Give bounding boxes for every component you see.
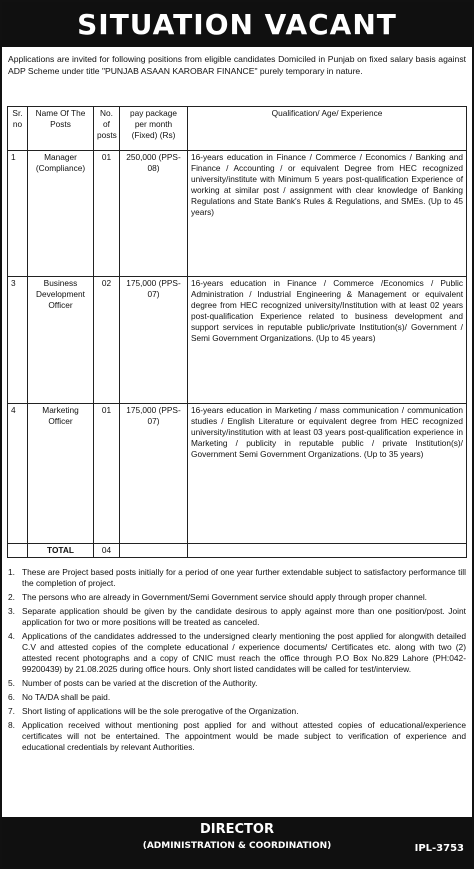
note-text: No TA/DA shall be paid.: [22, 692, 111, 702]
table-row: [8, 151, 467, 277]
note-text: Number of posts can be varied at the discretion of the Authority.: [22, 678, 258, 688]
header-sr: Sr. no: [8, 107, 28, 151]
note-text: These are Project based posts initially for a period of one year further extendable subject to satisfactory performance till the completion of project.: [22, 567, 466, 588]
table-total-row: [8, 544, 467, 558]
list-item: [8, 631, 466, 675]
header-pay: pay package per month (Fixed) (Rs): [120, 107, 188, 151]
row-sr: 4: [8, 404, 28, 544]
row-qualification: 16-years education in Marketing / mass communication / communication studies / English Literature or equivalent degree from HEC recognized university/institution with at least 03 years post-qualification experience in Marketing / publicity in reputable public / private Institution(s)/ Government Semi Government Organizations. (Up to 35 years): [188, 404, 467, 544]
note-number: 1.: [8, 567, 15, 577]
intro-paragraph: Applications are invited for following positions from eligible candidates Domiciled in Punjab on fixed salary basis against ADP Scheme under title "PUNJAB ASAAN KAROBAR FINANCE" purely temporary in nature.: [8, 54, 466, 76]
table-header-row: [8, 107, 467, 151]
table-row: [8, 277, 467, 404]
table-row: [8, 404, 467, 544]
note-text: Application received without mentioning post applied for and without attested copies of educational/experience certificates will not be entertained. The appointment would be made subject to verification of experience and educational credentials by relevant Authorities.: [22, 720, 466, 752]
row-posts-count: 01: [94, 151, 120, 277]
note-number: 4.: [8, 631, 15, 641]
list-item: [8, 606, 466, 628]
row-pay: 175,000 (PPS-07): [120, 404, 188, 544]
row-post-name: Business Development Officer: [28, 277, 94, 404]
notes-list: [8, 567, 466, 756]
note-number: 5.: [8, 678, 15, 688]
list-item: [8, 720, 466, 753]
row-posts-count: 01: [94, 404, 120, 544]
list-item: [8, 592, 466, 603]
director-title: DIRECTOR: [200, 822, 274, 837]
total-label: TOTAL: [28, 544, 94, 558]
note-number: 7.: [8, 706, 15, 716]
header-name: Name Of The Posts: [28, 107, 94, 151]
total-posts: 04: [94, 544, 120, 558]
row-qualification: 16-years education in Finance / Commerce /Economics / Public Administration / Industrial Engineering & Management or equivalent degree from HEC recognized university/Institution with at least 02 years post-qualification Experience related to business development and support services in reputable public/private Institution(s)/ Government / Semi Government Organizations. (Up to 45 years): [188, 277, 467, 404]
row-sr: 3: [8, 277, 28, 404]
posts-table: [7, 106, 467, 558]
note-text: Applications of the candidates addressed to the undersigned clearly mentioning the post applied for alongwith detailed C.V and attested copies of the complete educational / experience documents/ Certificates etc. along with two (2) attested recent photographs and a copy of CNIC must reach the office through P.O Box No.829 Lahore (PH:042-99200439) by 21.08.2025 during office hours. Only short listed candidates will be called for test/interview.: [22, 631, 466, 674]
row-sr: 1: [8, 151, 28, 277]
row-pay: 250,000 (PPS-08): [120, 151, 188, 277]
row-post-name: Manager (Compliance): [28, 151, 94, 277]
note-text: Short listing of applications will be the sole prerogative of the Organization.: [22, 706, 299, 716]
note-number: 6.: [8, 692, 15, 702]
row-post-name: Marketing Officer: [28, 404, 94, 544]
note-text: Separate application should be given by the candidate desirous to apply against more than one position/post. Joint application for two or more positions will be treated as canceled.: [22, 606, 466, 627]
note-text: The persons who are already in Government/Semi Government service should apply through proper channel.: [22, 592, 428, 602]
reference-code: IPL-3753: [414, 843, 464, 854]
row-pay: 175,000 (PPS-07): [120, 277, 188, 404]
list-item: [8, 692, 466, 703]
signature-footer: [2, 817, 472, 867]
list-item: [8, 567, 466, 589]
header-qualification: Qualification/ Age/ Experience: [188, 107, 467, 151]
page-title: SITUATION VACANT: [2, 2, 472, 47]
row-posts-count: 02: [94, 277, 120, 404]
note-number: 8.: [8, 720, 15, 730]
list-item: [8, 678, 466, 689]
department-name: (ADMINISTRATION & COORDINATION): [142, 841, 332, 851]
note-number: 2.: [8, 592, 15, 602]
row-qualification: 16-years education in Finance / Commerce / Economics / Banking and Finance / Accounting / or equivalent Degree from HEC recognized university/institute with Minimum 5 years post-qualification Experience of working at similar post / assignment with clear knowledge of Banking Regulations and State Bank's Rules & Regulations, and SMEs. (Up to 45 years): [188, 151, 467, 277]
note-number: 3.: [8, 606, 15, 616]
list-item: [8, 706, 466, 717]
header-posts: No. of posts: [94, 107, 120, 151]
